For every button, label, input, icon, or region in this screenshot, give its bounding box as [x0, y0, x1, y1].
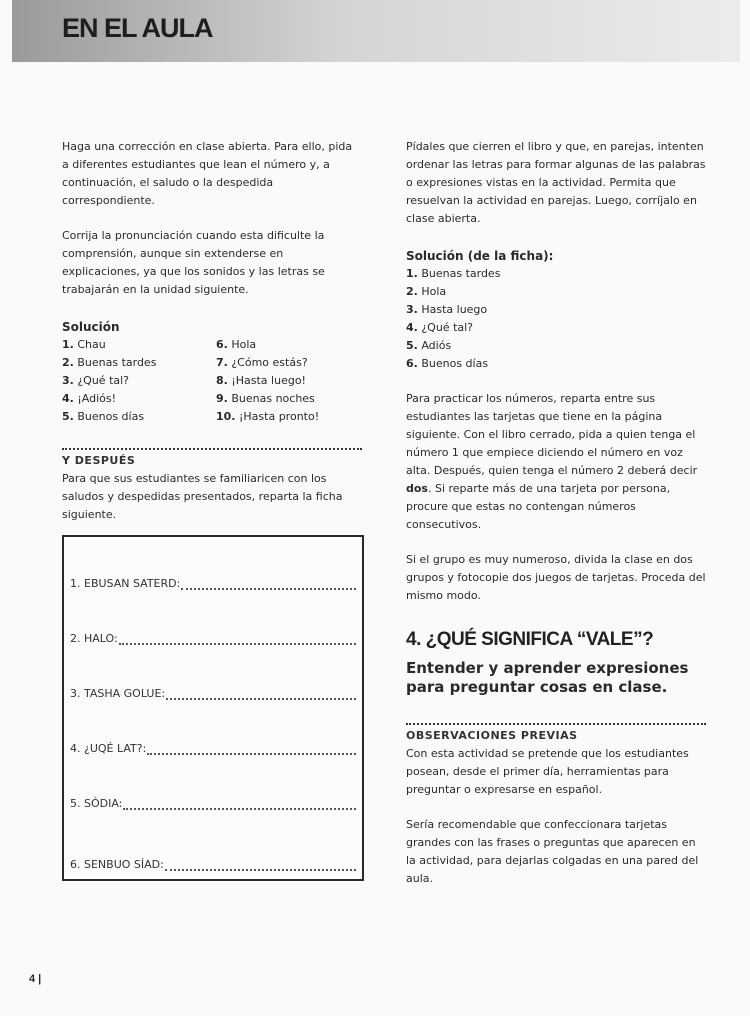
- dotted-divider: [406, 723, 706, 745]
- solution-item: 6. Hola: [216, 338, 257, 351]
- worksheet-line: [70, 739, 356, 755]
- dotted-divider: [62, 448, 362, 470]
- worksheet-line: [70, 629, 356, 645]
- paragraph: Con esta actividad se pretende que los estudiantes posean, desde el primer día, herramientas para preguntar o expresarse en español.: [406, 747, 689, 796]
- paragraph: Pídales que cierren el libro y que, en parejas, intenten ordenar las letras para formar algunas de las palabras o expresiones vistas en la actividad. Permita que resuelvan la actividad en parejas. Luego, corríjalo en clase abierta.: [406, 140, 706, 225]
- solution-item: 2. Buenas tardes: [62, 356, 157, 369]
- solution-item: 7. ¿Cómo estás?: [216, 356, 308, 369]
- worksheet-item: 6. SENBUO SÍAD:: [70, 858, 164, 871]
- solution-item: 5. Adiós: [406, 339, 452, 352]
- worksheet-box: [62, 535, 364, 881]
- solution-item: 6. Buenos días: [406, 357, 489, 370]
- solution-item: 1. Buenas tardes: [406, 267, 501, 280]
- worksheet-line: [70, 684, 356, 700]
- worksheet-line: [70, 574, 356, 590]
- worksheet-item: 1. EBUSAN SATERD:: [70, 577, 181, 590]
- solution-item: 9. Buenas noches: [216, 392, 315, 405]
- solution-item: 4. ¡Adiós!: [62, 392, 116, 405]
- solution-item: 8. ¡Hasta luego!: [216, 374, 306, 387]
- solution-item: 2. Hola: [406, 285, 447, 298]
- paragraph: Corrija la pronunciación cuando esta dificulte la comprensión, aunque sin extenderse en explicaciones, ya que los sonidos y las letras se trabajarán en la unidad siguiente.: [62, 229, 325, 296]
- worksheet-line: [70, 794, 356, 810]
- page-header: [12, 0, 740, 62]
- paragraph: Para que sus estudiantes se familiaricen con los saludos y despedidas presentados, reparta la ficha siguiente.: [62, 472, 343, 521]
- worksheet-item: 3. TASHA GOLUE:: [70, 687, 166, 700]
- section-label: Y DESPUÉS: [62, 454, 136, 467]
- worksheet-item: 5. SÓDIA:: [70, 797, 123, 810]
- solution-item: 10. ¡Hasta pronto!: [216, 410, 320, 423]
- section-label: OBSERVACIONES PREVIAS: [406, 729, 578, 742]
- solution-item: 3. Hasta luego: [406, 303, 488, 316]
- paragraph: Haga una corrección en clase abierta. Para ello, pida a diferentes estudiantes que lean el número y, a continuación, el saludo o la despedida correspondiente.: [62, 140, 353, 207]
- solution-item: 4. ¿Qué tal?: [406, 321, 474, 334]
- solution-item: 5. Buenos días: [62, 410, 145, 423]
- paragraph: Para practicar los números, reparta entre sus estudiantes las tarjetas que tiene en la página siguiente. Con el libro cerrado, pida a quien tenga el número 1 que empiece diciendo el número en voz alta. Después, quien tenga el número 2 deberá decir dos. Si reparte más de una tarjeta por persona, procure que estas no contengan números consecutivos.: [406, 392, 698, 531]
- paragraph: Sería recomendable que confeccionara tarjetas grandes con las frases o preguntas que aparecen en la actividad, para dejarlas colgadas en una pared del aula.: [406, 818, 699, 885]
- solution-title: Solución: [62, 320, 120, 334]
- page-title: EN EL AULA: [62, 13, 213, 43]
- solution-list: [62, 336, 362, 426]
- section-subtitle: Entender y aprender expresiones para preguntar cosas en clase.: [406, 659, 689, 696]
- solution-item: 1. Chau: [62, 338, 106, 351]
- page-number: 4 |: [29, 973, 42, 985]
- paragraph: Si el grupo es muy numeroso, divida la clase en dos grupos y fotocopie dos juegos de tarjetas. Proceda del mismo modo.: [406, 553, 706, 602]
- solution-item: 3. ¿Qué tal?: [62, 374, 130, 387]
- section-heading: 4. ¿QUÉ SIGNIFICA “VALE”?: [406, 629, 654, 650]
- right-column: [406, 138, 706, 888]
- solution-title: Solución (de la ficha):: [406, 249, 554, 263]
- worksheet-item: 4. ¿UQÉ LAT?:: [70, 742, 147, 755]
- left-column: [62, 138, 362, 524]
- worksheet-line: [70, 855, 356, 871]
- worksheet-item: 2. HALO:: [70, 632, 118, 645]
- solution-list: [406, 265, 706, 373]
